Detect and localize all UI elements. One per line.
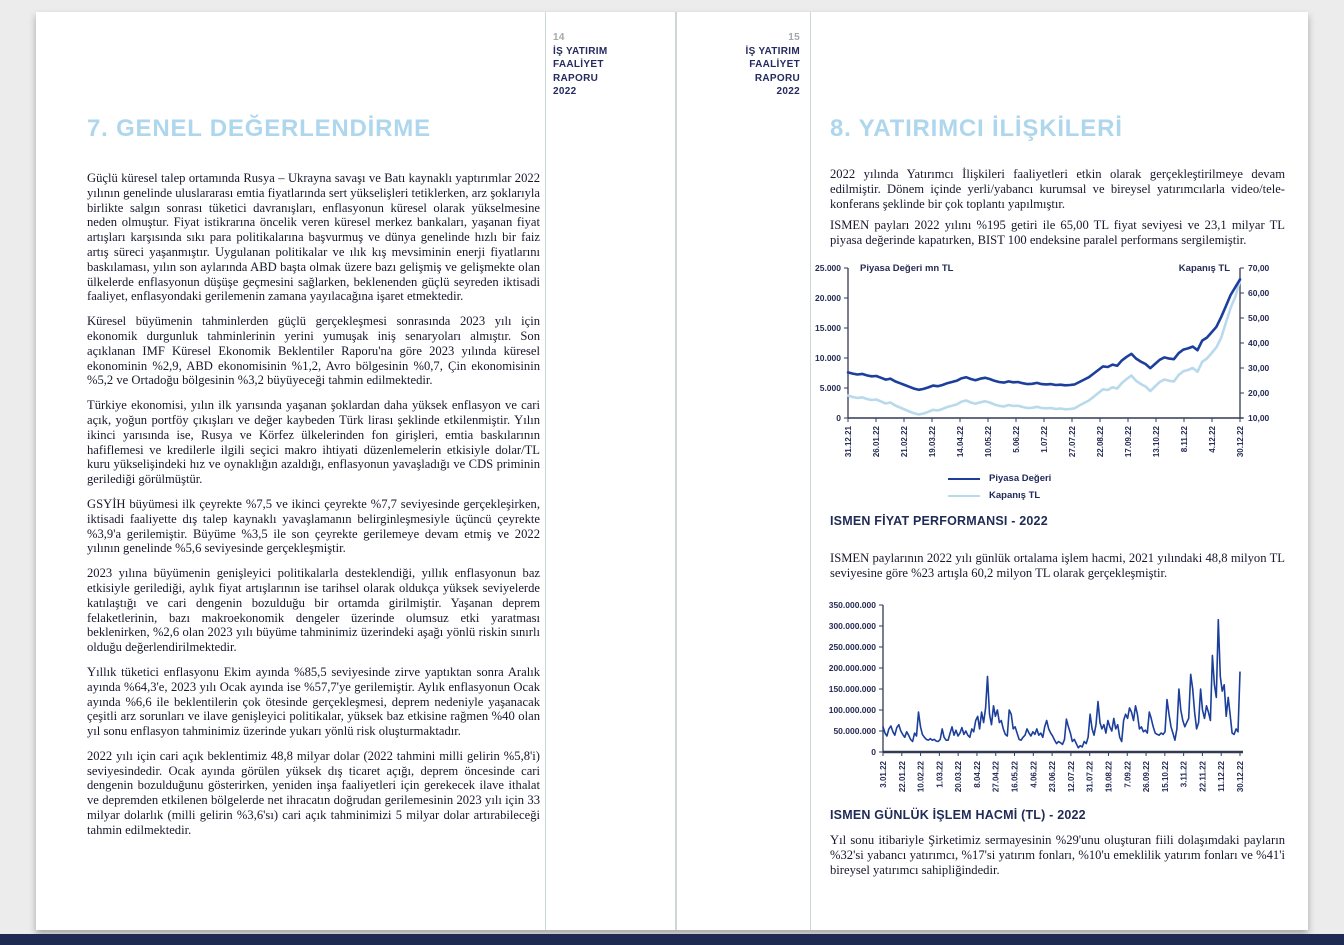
left-page-heading: 7. GENEL DEĞERLENDİRME (87, 115, 431, 142)
body-paragraph: 2022 yılında Yatırımcı İlişkileri faaliyetleri etkin olarak gerçekleştirilmeye devam edilmiştir. Dönem içinde yerli/yabancı kurumsal ve bireysel yatırımcılarla video/tele-konferans şeklinde bir çok toplantı yapılmıştır. (830, 167, 1285, 211)
chart-title-volume: ISMEN GÜNLÜK İŞLEM HACMİ (TL) - 2022 (830, 808, 1086, 822)
svg-text:31.12.21: 31.12.21 (844, 426, 853, 458)
svg-text:15.000: 15.000 (815, 323, 841, 333)
svg-text:60,00: 60,00 (1248, 288, 1270, 298)
right-page-closing (830, 833, 1285, 887)
folio-right (660, 31, 800, 99)
svg-text:30,00: 30,00 (1248, 363, 1270, 373)
svg-text:22.01.22: 22.01.22 (897, 761, 907, 793)
folio-left (553, 31, 608, 99)
svg-text:1.07.22: 1.07.22 (1040, 426, 1049, 453)
svg-text:7.09.22: 7.09.22 (1123, 761, 1133, 788)
body-paragraph: Yıl sonu itibariyle Şirketimiz sermayesinin %29'unu oluşturan fiili dolaşımdaki payların %32'si yabancı yatırımcı, %17'si yatırım fonları, %10'u emeklilik yatırım fonları ve %41'i bireysel yatırımcı sahipliğindedir. (830, 833, 1285, 877)
body-paragraph: Türkiye ekonomisi, yılın ilk yarısında yaşanan şoklardan daha yüksek enflasyon ve cari açık, yoğun portföy çıkışları ve değer kaybeden Türk lirası şeklinde etkilenmiştir. Yılın ikinci yarısında ise, Rusya ve Körfez ülkelerinden fon girişleri, emtia baskılarının hafiflemesi ve kredilerle ilgili seçici makro ihtiyati düzenlemelerin etkisiyle dolar/TL kuru yükselişindeki hız ve oynaklığın azaldığı, enflasyonun yavaşladığı ve CDS priminin gerilediği görülmüştür. (87, 398, 540, 487)
legend-item (948, 487, 1051, 504)
page-gutter-rule (675, 12, 677, 930)
report-title-line: İŞ YATIRIM (745, 45, 800, 57)
report-title-line: İŞ YATIRIM (553, 45, 608, 57)
svg-text:16.05.22: 16.05.22 (1010, 761, 1020, 793)
svg-text:4.06.22: 4.06.22 (1029, 761, 1039, 788)
legend-line-swatch (948, 495, 980, 497)
column-rule-left (545, 12, 546, 930)
svg-text:150.000.000: 150.000.000 (828, 684, 876, 694)
svg-text:350.000.000: 350.000.000 (828, 600, 876, 610)
svg-text:Piyasa Değeri mn TL: Piyasa Değeri mn TL (860, 263, 954, 274)
right-page-between (830, 551, 1285, 591)
left-page-body (87, 171, 540, 848)
svg-text:27.07.22: 27.07.22 (1068, 426, 1077, 458)
svg-text:0: 0 (871, 747, 876, 757)
svg-text:1.03.22: 1.03.22 (935, 761, 945, 788)
svg-text:200.000.000: 200.000.000 (828, 663, 876, 673)
svg-text:10.000: 10.000 (815, 353, 841, 363)
svg-text:Kapanış TL: Kapanış TL (1178, 263, 1230, 274)
svg-text:12.07.22: 12.07.22 (1066, 761, 1076, 793)
svg-text:26.09.22: 26.09.22 (1142, 761, 1152, 793)
svg-text:27.04.22: 27.04.22 (991, 761, 1001, 793)
legend-label: Piyasa Değeri (989, 473, 1052, 484)
svg-text:20,00: 20,00 (1248, 388, 1270, 398)
svg-text:8.11.22: 8.11.22 (1180, 426, 1189, 453)
legend-item (948, 470, 1051, 487)
svg-text:26.01.22: 26.01.22 (872, 426, 881, 458)
page-number: 14 (553, 32, 565, 43)
svg-text:5.06.22: 5.06.22 (1012, 426, 1021, 453)
svg-text:20.03.22: 20.03.22 (954, 761, 964, 793)
svg-text:3.11.22: 3.11.22 (1179, 761, 1189, 788)
svg-text:4.12.22: 4.12.22 (1208, 426, 1217, 453)
svg-text:15.10.22: 15.10.22 (1160, 761, 1170, 793)
bottom-bar (0, 934, 1344, 945)
svg-text:70,00: 70,00 (1248, 263, 1270, 273)
svg-text:8.04.22: 8.04.22 (972, 761, 982, 788)
chart-legend (948, 470, 1051, 504)
report-title-line: RAPORU (553, 72, 599, 84)
svg-text:19.03.22: 19.03.22 (928, 426, 937, 458)
svg-text:21.02.22: 21.02.22 (900, 426, 909, 458)
svg-text:14.04.22: 14.04.22 (956, 426, 965, 458)
svg-text:5.000: 5.000 (819, 383, 841, 393)
column-rule-right (810, 12, 811, 930)
body-paragraph: GSYİH büyümesi ilk çeyrekte %7,5 ve ikinci çeyrekte %7,7 seviyesinde gerçekleşirken, iktisadi faaliyette dış talep kaynaklı yavaşlamanın belirginleşmesiyle üçüncü çeyrekte %3,9'a gerilemiştir. Büyüme %3,5 ile son çeyrekte gerilemeye devam etmiş ve 2022 yılının genelinde %5,6 seviyesinde gerçekleşmiştir. (87, 496, 540, 556)
report-title-line: 2022 (776, 86, 800, 97)
svg-text:22.08.22: 22.08.22 (1096, 426, 1105, 458)
svg-text:50.000.000: 50.000.000 (833, 726, 876, 736)
report-title-line: RAPORU (754, 72, 800, 84)
svg-text:3.01.22: 3.01.22 (879, 761, 888, 788)
svg-text:40,00: 40,00 (1248, 338, 1270, 348)
body-paragraph: 2022 yılı için cari açık beklentimiz 48,8 milyar dolar (2022 tahmini milli gelirin %5,8'i) seviyesindedir. Ocak ayında görülen yüksek dış ticaret açığı, deprem öncesinde cari dengenin bozulduğunu gösterirken, yeniden inşa faaliyetleri için gerekecek ilave ithalat ve depremden etkilenen bölgelerde net ihracatın doğrudan gerilemesinin 2023 yılı için 33 milyar dolarlık (milli gelirin %3,6'sı) cari açık tahminimizi 5 milyar dolar artırabileceği tahmin edilmektedir. (87, 748, 540, 837)
svg-text:17.09.22: 17.09.22 (1124, 426, 1133, 458)
right-page-heading: 8. YATIRIMCI İLİŞKİLERİ (830, 115, 1123, 142)
body-paragraph: ISMEN paylarının 2022 yılı günlük ortalama işlem hacmi, 2021 yılındaki 48,8 milyon TL seviyesine göre %23 artışla 60,2 milyon TL olarak gerçekleşmiştir. (830, 551, 1285, 580)
body-paragraph: Güçlü küresel talep ortamında Rusya – Ukrayna savaşı ve Batı kaynaklı yaptırımlar 2022 yılının genelinde uluslararası emtia fiyatlarında sert yükselişleri tetiklerken, arz şoklarıyla birlikte salgın sonrası tüketici davranışları, enflasyonun küresel olarak yükselmesine neden olmuştur. Fiyat istikrarına öncelik veren küresel merkez bankaları, yaşanan fiyat artışları karşısında sıkı para politikalarına başvurmuş ve dünya genelinde hızlı bir faiz artış süreci yaşanmıştır. Uygulanan politikalar ve ılık kış mevsiminin enerji fiyatlarını baskılaması, yılın son aylarında ABD başta olmak üzere bazı gelişmiş ve gelişmekte olan ülkelerde enflasyonun düşüşe geçmesini sağlarken, beklenenden güçlü seyreden iktisadi faaliyet, enflasyondaki gerilemenin zamana yayılacağına işaret etmektedir. (87, 171, 540, 304)
svg-text:22.11.22: 22.11.22 (1198, 761, 1208, 792)
body-paragraph: Küresel büyümenin tahminlerden güçlü gerçekleşmesi sonrasında 2023 yılı için ekonomik durgunluk tahminlerinin yerini yumuşak iniş senaryoları almıştır. Son açıklanan IMF Küresel Ekonomik Beklentiler Raporu'na göre 2023 yılında küresel ekonominin %2,9, ABD ekonomisinin %1,2, Avro bölgesinin %0,7, Çin ekonomisinin %5,2 ve Ortadoğu bölgesinin %3,2 büyüyeceği tahmin edilmektedir. (87, 314, 540, 388)
svg-text:0: 0 (836, 413, 841, 423)
price-chart-svg (812, 258, 1282, 472)
right-page-intro (830, 167, 1285, 258)
svg-text:250.000.000: 250.000.000 (828, 642, 876, 652)
body-paragraph: Yıllık tüketici enflasyonu Ekim ayında %85,5 seviyesinde zirve yaptıktan sonra Aralık ayında %64,3'e, 2023 yılı Ocak ayında ise %57,7'ye gerilemiştir. Aylık enflasyonun Ocak ayında %6,6 ile beklentilerin çok ötesinde gerçekleşmesi, deprem nedeniyle yaşanacak çeşitli arz sorunları ve ilave genişleyici politikalar, yüksek baz etkisine rağmen %40 olan yıl sonu enflasyon tahminimiz üzerinde yukarı yönlü risk oluşturmaktadır. (87, 664, 540, 739)
svg-text:30.12.22: 30.12.22 (1236, 761, 1245, 793)
svg-text:30.12.22: 30.12.22 (1236, 426, 1245, 458)
report-title-line: FAALİYET (749, 59, 800, 70)
svg-text:11.12.22: 11.12.22 (1217, 761, 1227, 792)
report-title-line: FAALİYET (553, 59, 604, 70)
chart-title-price: ISMEN FİYAT PERFORMANSI - 2022 (830, 514, 1048, 528)
svg-text:10.02.22: 10.02.22 (916, 761, 926, 793)
legend-line-swatch (948, 478, 980, 480)
svg-text:23.06.22: 23.06.22 (1048, 761, 1058, 793)
body-paragraph: 2023 yılına büyümenin genişleyici politikalarla desteklendiği, yıllık enflasyonun baz etkisiyle gerilediği, aylık fiyat artışlarının ise tarihsel olarak oldukça yüksek seviyelerde katılaştığı ve cari dengenin bozulduğu bir ortamda girilmiştir. Yaşanan deprem felaketlerinin, bazı makroekonomik dengeler üzerinde olumsuz etki yaratması beklenirken, %2,6 olan 2023 yılı büyüme tahminimiz üzerindeki aşağı yönlü riskin sınırlı olduğu değerlendirilmektedir. (87, 566, 540, 655)
svg-text:19.08.22: 19.08.22 (1104, 761, 1114, 793)
svg-text:20.000: 20.000 (815, 293, 841, 303)
page-number: 15 (788, 32, 800, 43)
svg-text:100.000.000: 100.000.000 (828, 705, 876, 715)
legend-label: Kapanış TL (989, 490, 1041, 501)
svg-text:10,00: 10,00 (1248, 413, 1270, 423)
svg-text:10.05.22: 10.05.22 (984, 426, 993, 458)
volume-chart-svg (812, 596, 1282, 808)
svg-text:50,00: 50,00 (1248, 313, 1270, 323)
svg-text:13.10.22: 13.10.22 (1152, 426, 1161, 458)
svg-text:300.000.000: 300.000.000 (828, 621, 876, 631)
svg-text:31.07.22: 31.07.22 (1085, 761, 1095, 793)
svg-text:25.000: 25.000 (815, 263, 841, 273)
body-paragraph: ISMEN payları 2022 yılını %195 getiri ile 65,00 TL fiyat seviyesi ve 23,1 milyar TL piyasa değerinde kapatırken, BIST 100 endeksine paralel performans sergilemiştir. (830, 218, 1285, 248)
report-title-line: 2022 (553, 86, 577, 97)
